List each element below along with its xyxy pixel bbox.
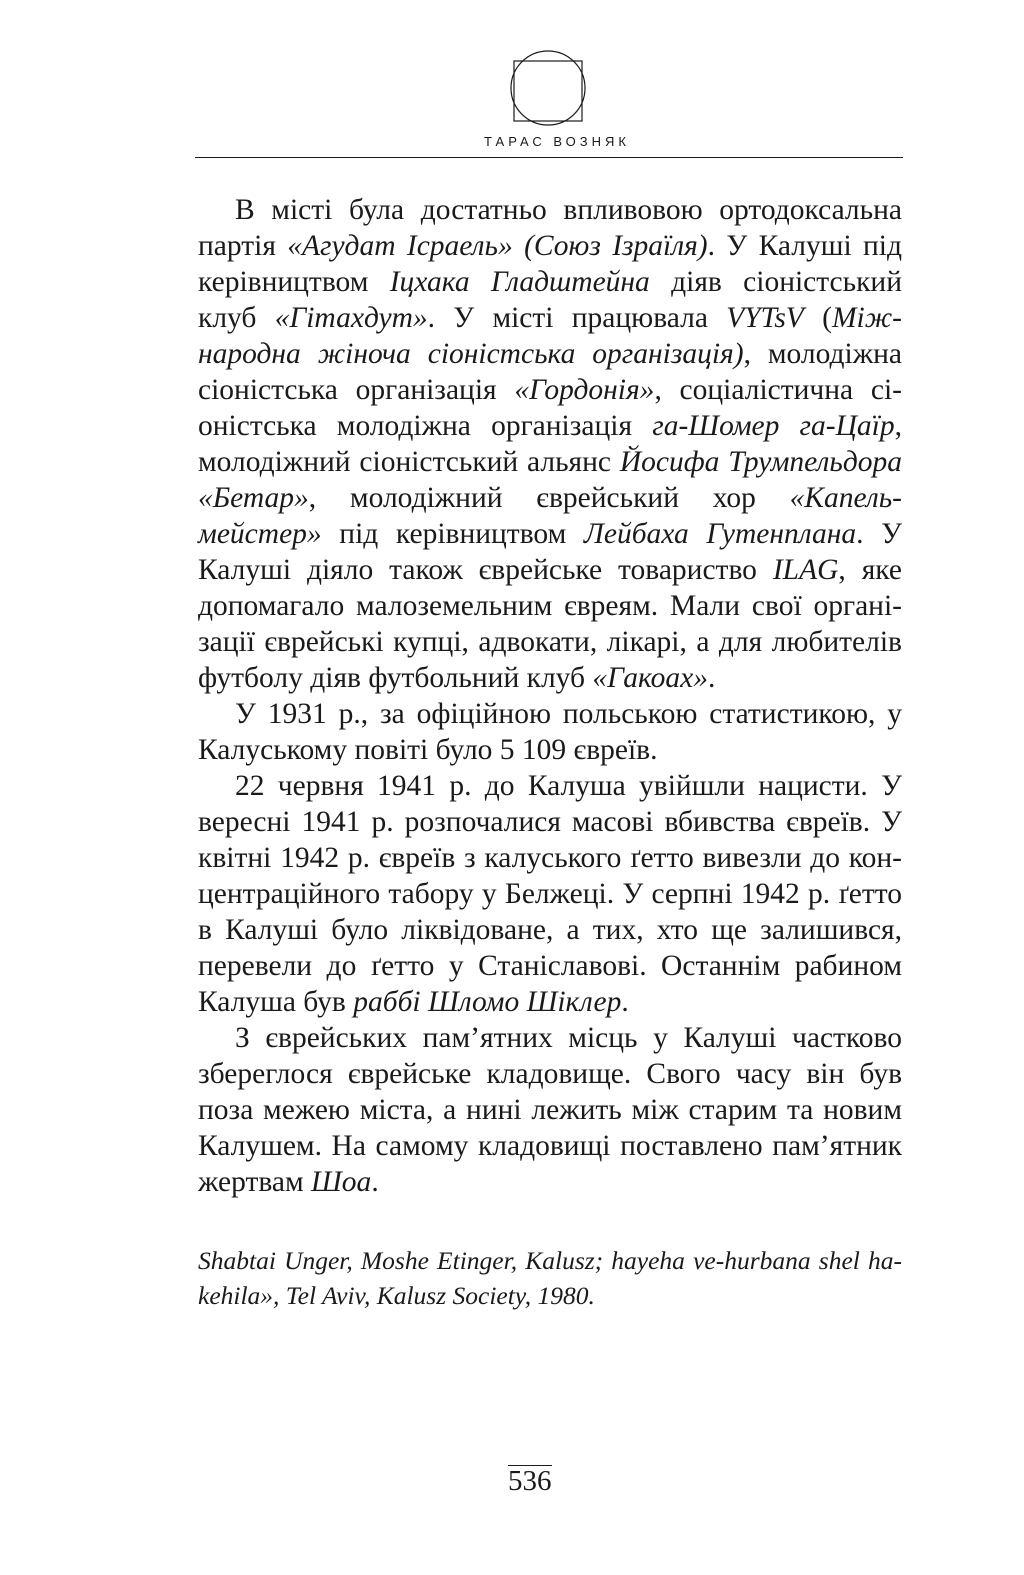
italic-run: «Агудат Ісраель» (Союз Ізраїля) bbox=[287, 230, 708, 262]
text-run: . У Калуші діяло також єврейське товариство bbox=[198, 518, 902, 586]
italic-run: га-Шомер га-Цаїр bbox=[652, 410, 895, 442]
paragraph bbox=[198, 192, 902, 696]
text-run: ( bbox=[803, 302, 832, 334]
text-run: , молодіжна сіоністська організація bbox=[198, 338, 902, 406]
text-run: діяв сіоністський клуб bbox=[198, 266, 902, 334]
paragraph bbox=[198, 1020, 902, 1200]
text-run: , соціалістична сіоністська молодіжна організація bbox=[198, 374, 902, 442]
text-run: В місті була достатньо впливовою ортодоксальна партія bbox=[198, 194, 902, 262]
italic-run: Шоа bbox=[311, 1166, 372, 1198]
italic-run: Міжнародна жіноча сіоністська організація) bbox=[198, 302, 902, 370]
italic-run: «Гакоах» bbox=[592, 662, 708, 694]
running-head: ТАРАС ВОЗНЯК bbox=[484, 134, 630, 149]
italic-run: VYTsV bbox=[726, 302, 804, 334]
text-run: . bbox=[708, 662, 716, 694]
text-run: , яке допомагало малоземельним євреям. Мали свої організації єврейські купці, адвокати, лікарі, а для любителів футболу діяв футбольний клуб bbox=[198, 554, 902, 694]
italic-run: «Гордонія» bbox=[514, 374, 655, 406]
italic-run: Йосифа Трумпельдора «Бетар» bbox=[198, 446, 902, 514]
italic-run: «Гітахдут» bbox=[274, 302, 428, 334]
italic-run: Лейбаха Гутенплана bbox=[583, 518, 857, 550]
page-number: 536 bbox=[508, 1465, 552, 1497]
circle-square-logo-icon bbox=[508, 48, 588, 128]
text-run: , молодіжний сіоністський альянс bbox=[198, 410, 902, 478]
paragraph bbox=[198, 768, 902, 1020]
text-run: , молодіжний єврейський хор bbox=[308, 482, 790, 514]
text-run: . У місті працювала bbox=[427, 302, 727, 334]
italic-run: Іцхака Гладштейна bbox=[389, 266, 650, 298]
header-rule bbox=[195, 157, 903, 158]
text-run: З єврейських пам’ятних місць у Калуші частково збереглося єврейське кладовище. Свого часу він був поза межею міста, а нині лежить між старим та новим Калушем. На самому кладовищі поставлено пам’ятник жертвам bbox=[198, 1022, 902, 1198]
text-run: 22 червня 1941 р. до Калуша увійшли нацисти. У вересні 1941 р. розпочалися масові вбивства євреїв. У квітні 1942 р. євреїв з калуського ґетто вивезли до концентраційного табору у Белжеці. У серпні 1942 р. ґетто в Калуші було ліквідоване, а тих, хто ще залишився, перевели до ґетто у Станіславові. Останнім рабином Калуша був bbox=[198, 770, 902, 1018]
text-run: . У Калуші під керівництвом bbox=[198, 230, 902, 298]
text-run: У 1931 р., за офіційною польською статистикою, у Калуському повіті було 5 109 євреїв. bbox=[198, 698, 902, 766]
italic-run: ILAG bbox=[772, 554, 839, 586]
text-run: . bbox=[621, 986, 629, 1018]
source-citation: Shabtai Unger, Moshe Etinger, Kalusz; hayeha ve-hurbana shel ha-kehila», Tel Aviv, Kalusz Society, 1980. bbox=[198, 1246, 902, 1310]
italic-run: раббі Шломо Шіклер bbox=[353, 986, 622, 1018]
italic-run: «Капельмейстер» bbox=[198, 482, 902, 550]
text-run: під керівництвом bbox=[321, 518, 584, 550]
main-text bbox=[198, 192, 902, 1200]
paragraph bbox=[198, 696, 902, 768]
text-run: . bbox=[371, 1166, 379, 1198]
